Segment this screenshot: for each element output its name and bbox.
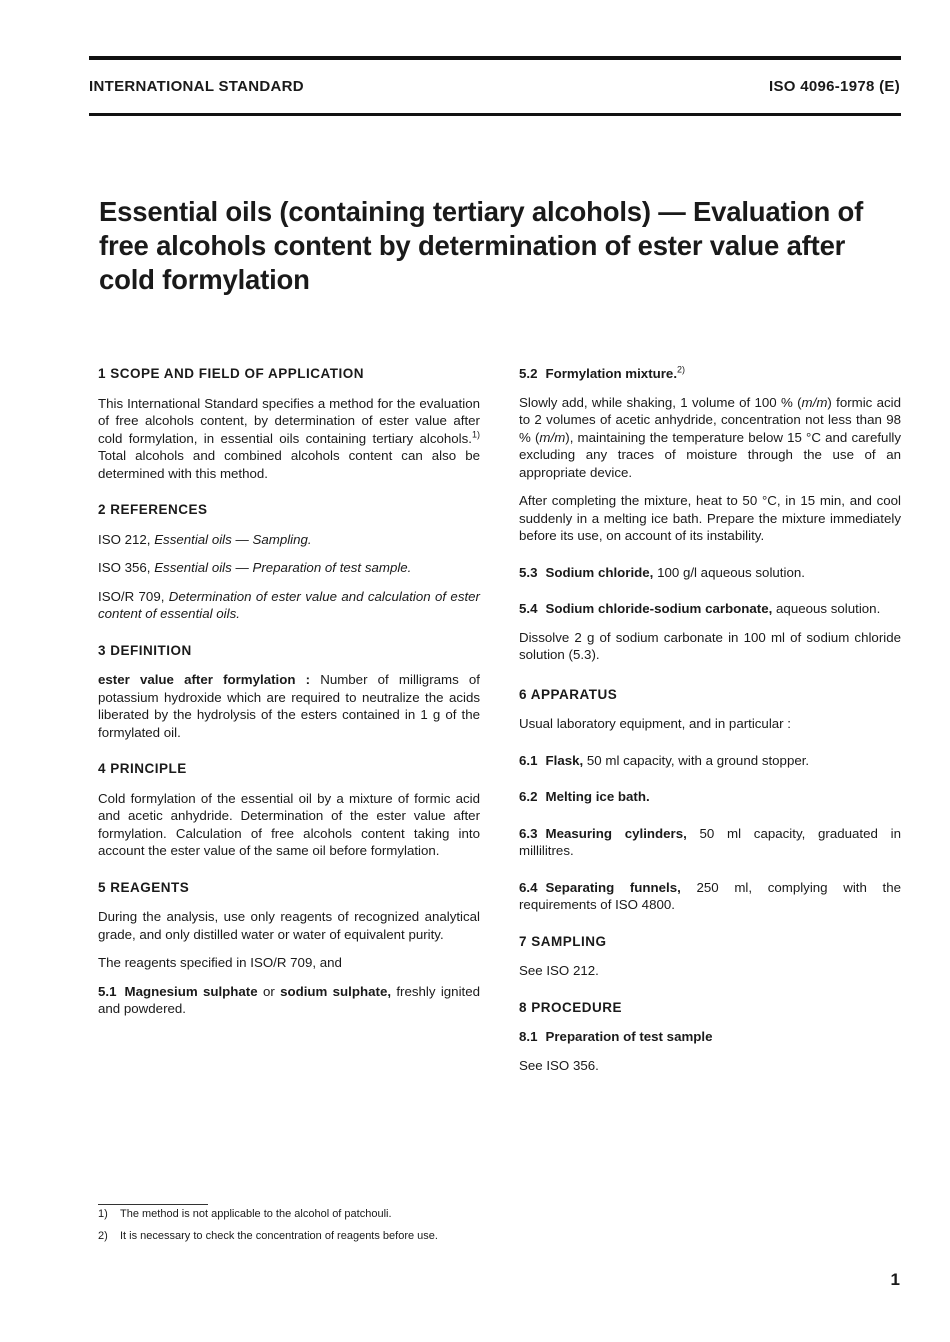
reference-number: ISO 212, xyxy=(98,531,155,547)
footnote-text: It is necessary to check the concentration of reagents before use. xyxy=(120,1230,438,1242)
footnote-ref-1[interactable]: 1) xyxy=(471,429,480,440)
text-fragment: Slowly add, while shaking, 1 volume of 100 % ( xyxy=(519,394,802,410)
reference-item xyxy=(98,559,480,577)
reference-item xyxy=(98,531,480,549)
item-term: sodium sulphate, xyxy=(280,983,392,999)
item-term: Preparation of test sample xyxy=(545,1029,713,1044)
item-text: 50 ml capacity, with a ground stopper. xyxy=(583,752,810,768)
item-term: Formylation mixture. xyxy=(545,366,678,381)
reference-item xyxy=(98,588,480,623)
section-heading: 6 APPARATUS xyxy=(519,686,618,702)
item-number: 6.4 xyxy=(519,879,538,895)
section-heading: 4 PRINCIPLE xyxy=(98,761,187,776)
text-fragment: ) formic acid to 2 volumes of acetic anhydride, concentration not less than 98 % ( xyxy=(519,394,902,445)
reference-title: Determination of ester value and calculation of ester content of essential oils. xyxy=(98,588,480,621)
left-column xyxy=(98,365,480,1037)
section-heading: 5 REAGENTS xyxy=(98,879,190,895)
principle-text: Cold formylation of the essential oil by a mixture of formic acid and acetic anhydride. Determination of the ester value after formylation. Calculation of free alcohols content taking into account the ester value of the same oil before formylation. xyxy=(98,790,480,858)
item-text: 250 ml, complying with the requirements of ISO 4800. xyxy=(519,879,901,912)
apparatus-item-6-3 xyxy=(519,825,901,860)
item-text: aqueous solution. xyxy=(772,601,881,616)
carbonate-text: Dissolve 2 g of sodium carbonate in 100 ml of sodium chloride solution (5.3). xyxy=(519,629,901,662)
section-heading: 3 DEFINITION xyxy=(98,642,192,658)
reagent-item-5-4 xyxy=(519,600,901,618)
footnote-rule xyxy=(98,1204,208,1205)
item-number: 6.1 xyxy=(519,752,538,768)
apparatus-item-6-1 xyxy=(519,752,901,770)
item-term: Sodium chloride-sodium carbonate, xyxy=(545,601,773,616)
header-bottom-rule xyxy=(89,113,901,116)
page-number: 1 xyxy=(890,1270,900,1289)
apparatus-text: Usual laboratory equipment, and in particular : xyxy=(519,716,791,731)
procedure-text: See ISO 356. xyxy=(519,1057,599,1073)
item-term: Flask, xyxy=(545,752,584,768)
header-top-rule xyxy=(89,56,901,60)
sampling-text: See ISO 212. xyxy=(519,963,599,978)
reference-title: Essential oils — Preparation of test sample. xyxy=(154,560,412,575)
reference-title: Essential oils — Sampling. xyxy=(154,531,312,547)
unit-italic: m/m xyxy=(801,394,828,410)
standard-type-label: INTERNATIONAL STANDARD xyxy=(89,78,304,95)
item-number: 5.1 xyxy=(98,983,117,999)
scope-text xyxy=(98,395,480,483)
document-title: Essential oils (containing tertiary alcohols) — Evaluation of free alcohols content by determination of ester value after cold formylation xyxy=(99,196,864,295)
item-text: freshly ignited and powdered. xyxy=(98,983,481,1016)
item-term: Separating funnels, xyxy=(545,879,681,895)
apparatus-item-6-2 xyxy=(519,788,901,806)
item-number: 5.3 xyxy=(519,564,538,580)
item-term: Measuring cylinders, xyxy=(545,825,687,841)
footnote-number: 1) xyxy=(98,1208,108,1220)
section-heading: 7 SAMPLING xyxy=(519,933,607,949)
footnote-number: 2) xyxy=(98,1230,108,1242)
reagent-item-5-2 xyxy=(519,365,901,383)
definition-term: ester value after formylation : xyxy=(98,672,311,687)
formylation-text-2: After completing the mixture, heat to 50 °C, in 15 min, and cool suddenly in a melting ice bath. Prepare the mixture immediately before its use, on account of its instability. xyxy=(519,493,901,543)
scope-text-b: Total alcohols and combined alcohols content can also be determined with this method. xyxy=(98,448,480,481)
item-number: 5.4 xyxy=(519,601,538,616)
item-number: 6.2 xyxy=(519,789,538,804)
procedure-item-8-1 xyxy=(519,1028,901,1046)
item-term: Sodium chloride, xyxy=(545,564,654,580)
right-column xyxy=(519,365,901,1093)
section-sampling xyxy=(519,933,901,980)
section-apparatus xyxy=(519,686,901,914)
section-heading: 1 SCOPE AND FIELD OF APPLICATION xyxy=(98,366,365,381)
section-reagents xyxy=(98,879,480,1018)
item-term: Magnesium sulphate xyxy=(124,983,258,999)
reagents-text: During the analysis, use only reagents of recognized analytical grade, and only distilled water or water of equivalent purity. xyxy=(98,909,480,942)
section-scope xyxy=(98,365,480,482)
reagents-text-2: The reagents specified in ISO/R 709, and xyxy=(98,955,342,970)
item-term: Melting ice bath. xyxy=(545,789,650,804)
item-number: 5.2 xyxy=(519,366,538,381)
footnote-1 xyxy=(98,1207,392,1221)
unit-italic: m/m xyxy=(539,429,566,445)
footnote-ref-2[interactable]: 2) xyxy=(677,364,686,375)
reagent-item-5-1 xyxy=(98,983,480,1018)
definition-body: Number of milligrams of potassium hydroxide which are required to neutralize the acids liberated by the hydrolysis of the esters contained in 1 g of the formylated oil. xyxy=(98,672,480,740)
section-references xyxy=(98,501,480,623)
apparatus-item-6-4 xyxy=(519,879,901,914)
item-connector: or xyxy=(257,983,281,999)
section-definition xyxy=(98,642,480,742)
item-number: 6.3 xyxy=(519,825,538,841)
section-procedure xyxy=(519,999,901,1075)
text-fragment: ), maintaining the temperature below 15 °C and carefully excluding any traces of moisture through the use of an appropriate device. xyxy=(519,429,901,480)
footnote-text: The method is not applicable to the alcohol of patchouli. xyxy=(120,1208,392,1220)
reference-number: ISO 356, xyxy=(98,560,155,575)
item-number: 8.1 xyxy=(519,1029,538,1044)
formylation-text-1 xyxy=(519,394,901,482)
reagent-item-5-3 xyxy=(519,564,901,582)
standard-number: ISO 4096-1978 (E) xyxy=(768,78,900,95)
section-heading: 8 PROCEDURE xyxy=(519,999,623,1015)
section-principle xyxy=(98,760,480,860)
reference-number: ISO/R 709, xyxy=(98,588,169,604)
item-text: 50 ml capacity, graduated in millilitres. xyxy=(519,825,901,858)
section-heading: 2 REFERENCES xyxy=(98,502,208,517)
scope-text-a: This International Standard specifies a method for the evaluation of free alcohols content, by determination of ester value after cold formylation, in essential oils containing tertiary alcohols. xyxy=(98,395,480,446)
item-text: 100 g/l aqueous solution. xyxy=(653,564,805,580)
footnote-2 xyxy=(98,1229,438,1243)
definition-text xyxy=(98,671,480,741)
